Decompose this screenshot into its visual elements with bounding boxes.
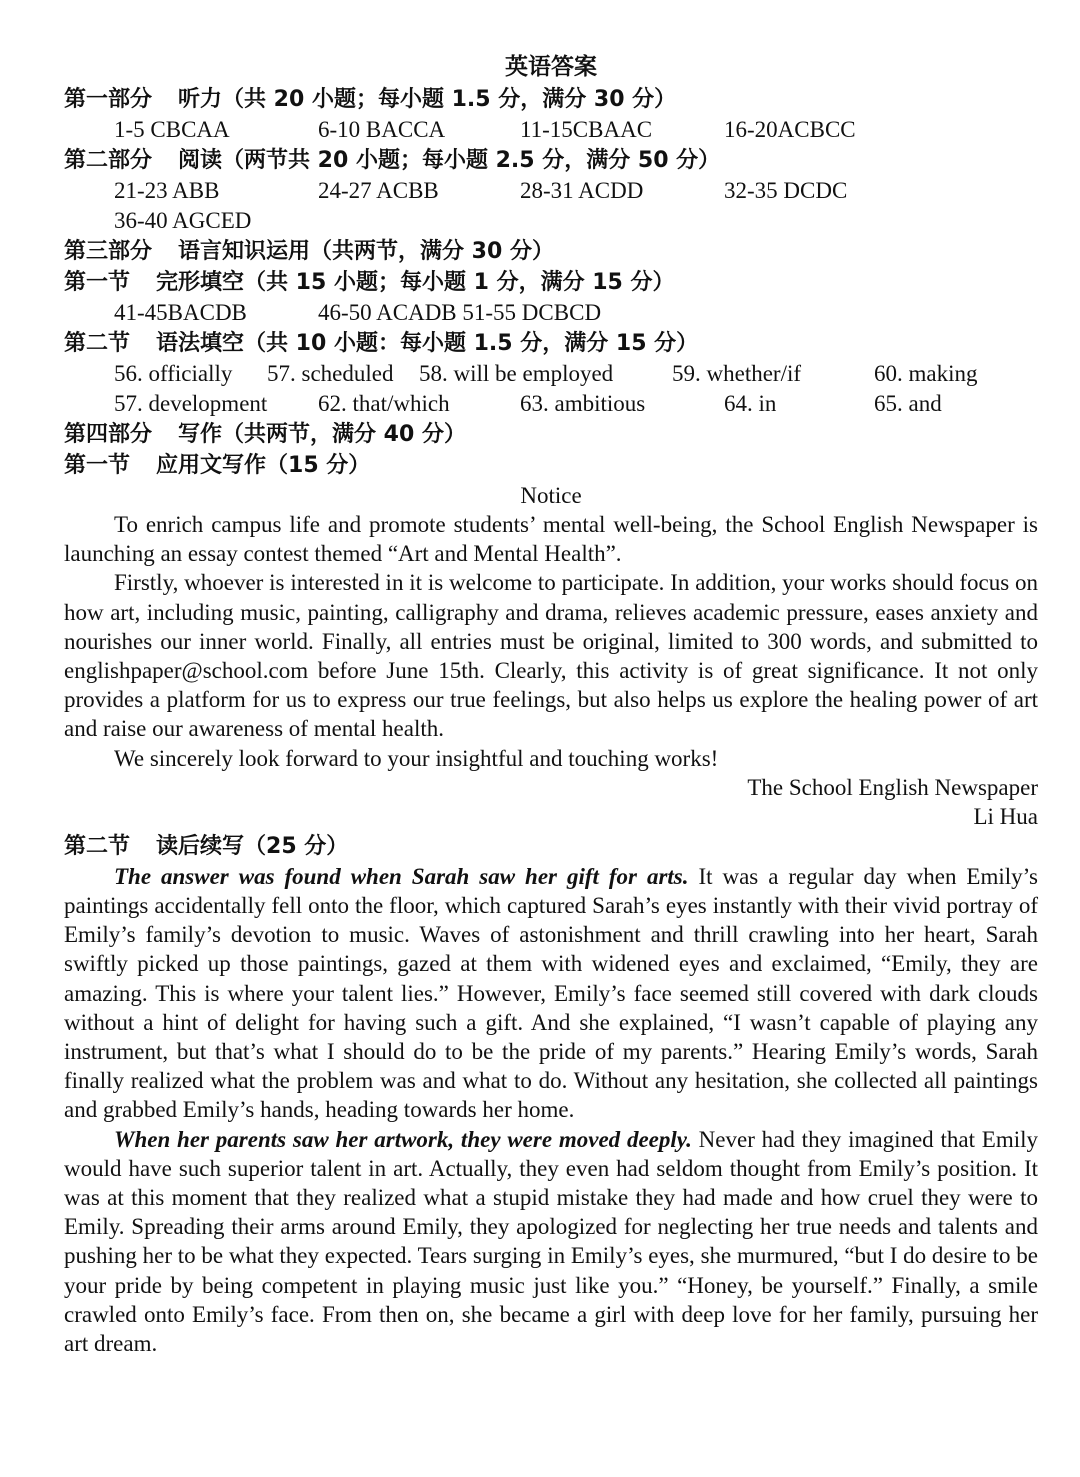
answer-sheet: [64, 50, 1038, 1358]
part2-answers-row: [64, 176, 1038, 206]
paragraph-lead-sentence: The answer was found when Sarah saw her gift for arts.: [114, 863, 689, 889]
part3-desc: 语言知识运用（共两节，满分 30 分）: [178, 239, 554, 264]
part3-sec1-answers-row: [64, 298, 1038, 328]
part1-label: 第一部分: [64, 87, 153, 112]
notice-signature-org: The School English Newspaper: [747, 774, 1038, 800]
part2-heading: [64, 145, 1038, 176]
part2-answers-row: [64, 206, 1038, 236]
part2-desc: 阅读（两节共 20 小题；每小题 2.5 分，满分 50 分）: [178, 148, 721, 173]
section-desc: 应用文写作（15 分）: [156, 453, 371, 478]
section-desc: 读后续写（25 分）: [156, 833, 349, 859]
part3-section1-heading: [64, 267, 1038, 298]
part4-label: 第四部分: [64, 422, 153, 447]
notice-paragraph: Firstly, whoever is interested in it is welcome to participate. In addition, your works should focus on how art, including music, painting, calligraphy and drama, relieves academic pressure, eases anxiety and nourishes our inner world. Finally, all entries must be original, limited to 300 words, and submitted to englishpaper@school.com before June 15th. Clearly, this activity is of great significance. It not only provides a platform for us to express our true feelings, but also helps us explore the healing power of art and raise our awareness of mental health.: [64, 570, 1038, 742]
part3-section2-heading: [64, 328, 1038, 359]
answer-cell: 36-40 AGCED: [114, 208, 252, 233]
answer-cell: 32-35 DCDC: [724, 178, 848, 203]
section-label: 第一节: [64, 270, 131, 295]
answer-cell: 16-20ACBCC: [724, 117, 856, 142]
answer-cell: 59. whether/if: [672, 361, 802, 386]
answer-cell: 21-23 ABB: [114, 178, 220, 203]
part1-desc: 听力（共 20 小题；每小题 1.5 分，满分 30 分）: [178, 87, 677, 112]
answer-cell: 6-10 BACCA: [318, 117, 446, 142]
section-desc: 完形填空（共 15 小题；每小题 1 分，满分 15 分）: [156, 270, 675, 295]
answer-cell: 65. and: [874, 391, 942, 416]
section-label: 第一节: [64, 453, 131, 478]
section-label: 第二节: [64, 331, 131, 356]
answer-cell: 57. development: [114, 391, 268, 416]
part3-sec2-answers-row: [64, 389, 1038, 419]
continuation-paragraph: [64, 862, 1038, 1125]
part4-section1-heading: [64, 450, 1038, 481]
answer-cell: 62. that/which: [318, 391, 450, 416]
part1-heading: [64, 84, 1038, 115]
part4-desc: 写作（共两节，满分 40 分）: [178, 422, 466, 447]
part4-section2-heading: [64, 831, 1038, 862]
section-desc: 语法填空（共 10 小题：每小题 1.5 分，满分 15 分）: [156, 331, 699, 356]
continuation-paragraph: [64, 1125, 1038, 1359]
answer-cell: 63. ambitious: [520, 391, 646, 416]
answer-cell: 57. scheduled: [267, 361, 394, 386]
part3-label: 第三部分: [64, 239, 153, 264]
answer-cell: 1-5 CBCAA: [114, 117, 230, 142]
paragraph-body: It was a regular day when Emily’s paintings accidentally fell onto the floor, which captured Sarah’s eyes instantly with their vivid portray of Emily’s family’s devotion to music. Waves of astonishment and thrill crawling into her heart, Sarah swiftly picked up those paintings, gazed at them with widened eyes and exclaimed, “Emily, they are amazing. This is where your talent lies.” However, Emily’s face seemed still covered with dark clouds without a hint of delight for having such a gift. And she explained, “I wasn’t capable of playing any instrument, but that’s what I should do to be the pride of my parents.” Hearing Emily’s words, Sarah finally realized what the problem was and what to do. Without any hesitation, she collected all paintings and grabbed Emily’s hands, heading towards her home.: [64, 863, 1038, 1123]
notice-signature-name: Li Hua: [973, 803, 1038, 829]
paragraph-body: Never had they imagined that Emily would have such superior talent in art. Actually, they even had seldom thought from Emily’s position. It was at this moment that they realized what a stupid mistake they had made and how cruel they were to Emily. Spreading their arms around Emily, they apologized for neglecting her true needs and talents and pushing her to be what they expected. Tears surging in Emily’s eyes, she murmured, “but I do desire to be your pride by being competent in playing music just like you.” “Honey, be yourself.” Finally, a smile crawled onto Emily’s face. From then on, she became a girl with deep love for her family, pursuing her art dream.: [64, 1126, 1038, 1357]
answer-cell: 11-15CBAAC: [520, 117, 653, 142]
part3-heading: [64, 236, 1038, 267]
answer-cell: 28-31 ACDD: [520, 178, 644, 203]
part2-label: 第二部分: [64, 148, 153, 173]
notice-title: Notice: [520, 483, 582, 508]
answer-cell: 60. making: [874, 361, 978, 386]
answer-cell: 41-45BACDB: [114, 300, 247, 325]
section-label: 第二节: [64, 833, 131, 859]
part3-sec2-answers-row: [64, 359, 1038, 389]
answer-cell: 58. will be employed: [419, 361, 614, 386]
answer-cell: 24-27 ACBB: [318, 178, 439, 203]
answer-cell: 64. in: [724, 391, 777, 416]
part4-heading: [64, 419, 1038, 450]
part1-answers-row: [64, 115, 1038, 145]
answer-cell: 46-50 ACADB 51-55 DCBCD: [318, 300, 602, 325]
paragraph-lead-sentence: When her parents saw her artwork, they were moved deeply.: [114, 1126, 692, 1152]
notice-paragraph: To enrich campus life and promote students’ mental well-being, the School English Newspaper is launching an essay contest themed “Art and Mental Health”.: [64, 512, 1038, 567]
notice-paragraph: We sincerely look forward to your insightful and touching works!: [114, 745, 719, 771]
answer-cell: 56. officially: [114, 361, 233, 386]
page-title: 英语答案: [505, 54, 597, 80]
